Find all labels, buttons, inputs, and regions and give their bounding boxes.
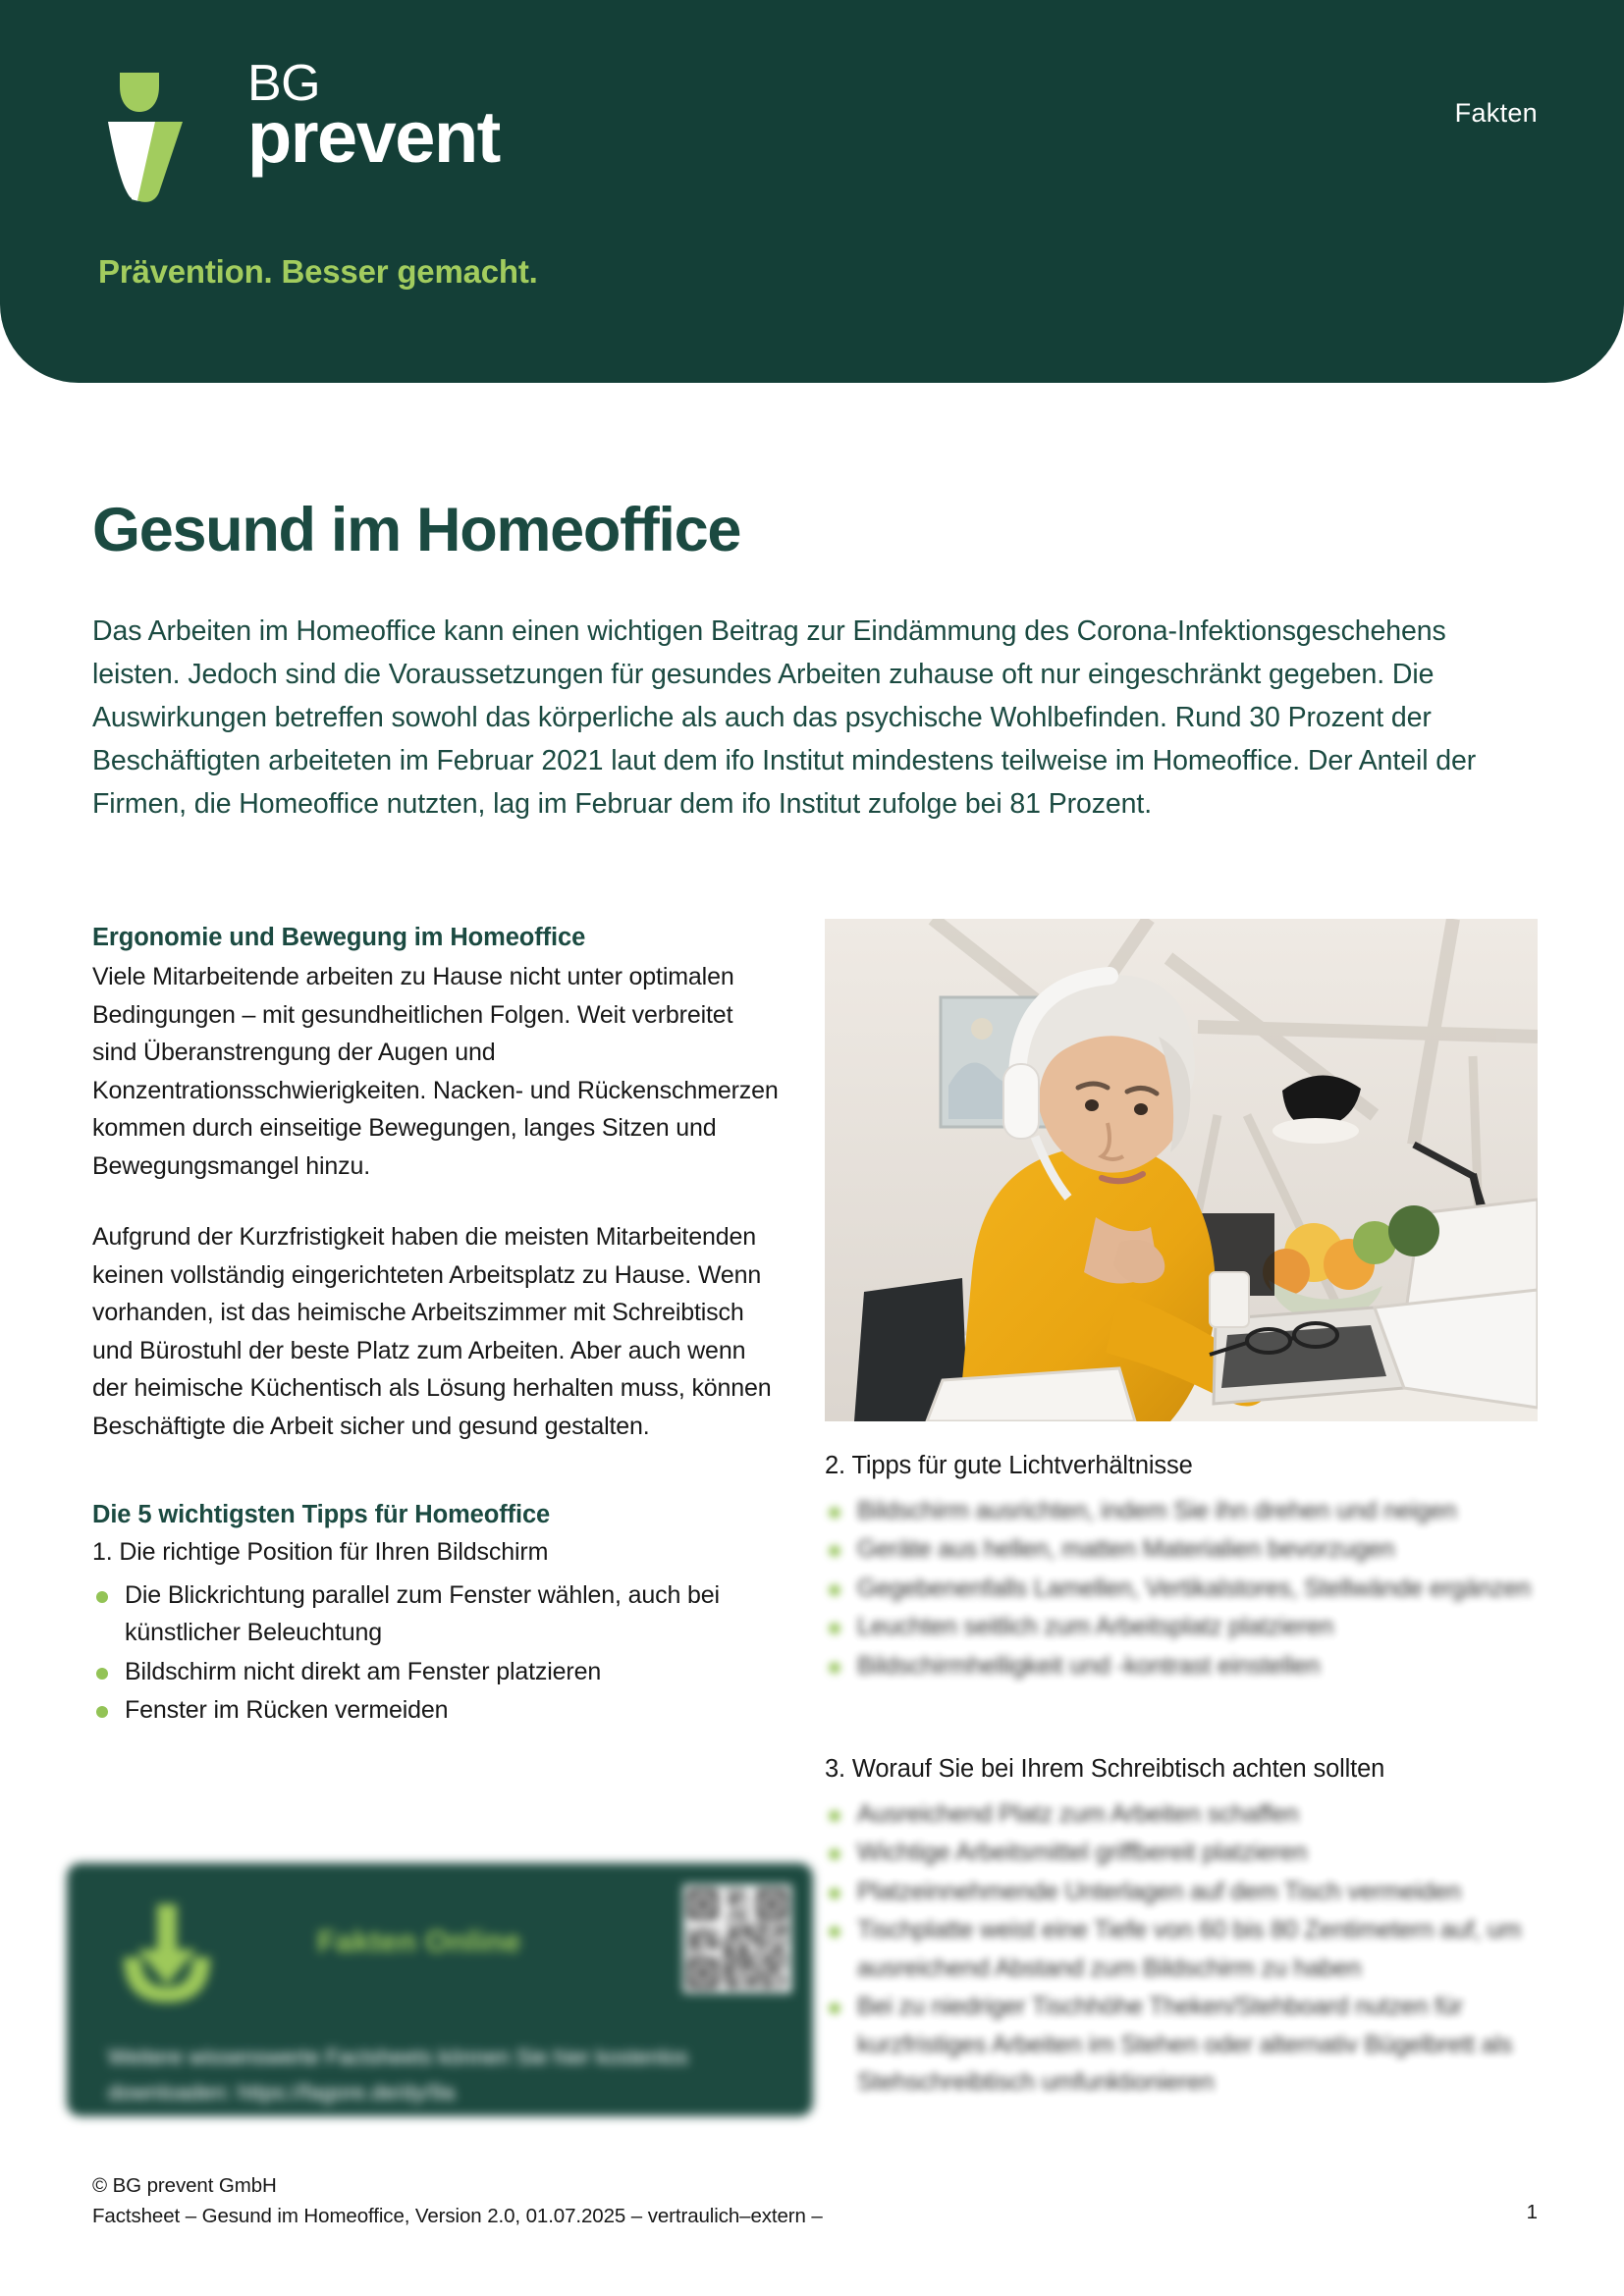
bullet-dot-icon	[96, 1706, 108, 1718]
brand-name-prevent: prevent	[247, 95, 500, 178]
bullet-dot-icon	[96, 1591, 108, 1603]
list-item	[92, 1653, 780, 1691]
qr-code[interactable]	[683, 1885, 791, 1993]
list-item	[825, 1530, 1538, 1569]
bullet-dot-icon	[829, 1584, 840, 1596]
list-item	[825, 1873, 1538, 1911]
download-icon[interactable]	[114, 1898, 220, 2008]
fakten-online-download-box[interactable]	[67, 1863, 813, 2116]
brand-logo	[98, 55, 648, 218]
list-item	[825, 1911, 1538, 1987]
page-title: Gesund im Homeoffice	[92, 496, 741, 565]
bullet-dot-icon	[829, 1623, 840, 1634]
list-item-text: Gegebenenfalls Lamellen, Vertikalstores, Stellwände ergänzen	[857, 1574, 1531, 1602]
tip-2-bullet-list	[825, 1492, 1538, 1685]
tip-2-title: 2. Tipps für gute Lichtverhältnisse	[825, 1452, 1193, 1479]
list-item	[825, 1608, 1538, 1646]
bullet-dot-icon	[829, 2002, 840, 2014]
list-item-text: Die Blickrichtung parallel zum Fenster wählen, auch bei künstlicher Beleuchtung	[125, 1580, 720, 1646]
document-type-label: Fakten	[1454, 98, 1538, 128]
download-box-body: Weitere wissenswerte Factsheets können Sie hier kostenlos downloaden: https://fagore.de/dy/9a	[108, 2045, 689, 2105]
list-item	[825, 1988, 1538, 2102]
tip-1-bullet-list	[92, 1576, 780, 1730]
intro-paragraph: Das Arbeiten im Homeoffice kann einen wichtigen Beitrag zur Eindämmung des Corona-Infektionsgeschehens leisten. Jedoch sind die Voraussetzungen für gesundes Arbeiten zuhause oft nur eingeschränkt gegeben. Die Auswirkungen betreffen sowohl das körperliche als auch das psychische Wohlbefinden. Rund 30 Prozent der Beschäftigten arbeiteten im Februar 2021 laut dem ifo Institut mindestens teilweise im Homeoffice. Der Anteil der Firmen, die Homeoffice nutzten, lag im Februar dem ifo Institut zufolge bei 81 Prozent.	[92, 614, 1477, 820]
ergonomics-paragraph-1: Viele Mitarbeitende arbeiten zu Hause nicht unter optimalen Bedingungen – mit gesundheitlichen Folgen. Weit verbreitet sind Überanstrengung der Augen und Konzentrationsschwierigkeiten. Nacken- und Rückenschmerzen kommen durch einseitige Bewegungen, langes Sitzen und Bewegungsmangel hinzu.	[92, 963, 779, 1180]
bullet-dot-icon	[829, 1926, 840, 1938]
brand-name-bg: BG	[247, 55, 321, 112]
header-banner	[0, 0, 1624, 383]
tips-section-heading: Die 5 wichtigsten Tipps für Homeoffice	[92, 1501, 551, 1528]
list-item-text: Geräte aus hellen, matten Materialien bevorzugen	[857, 1535, 1395, 1563]
list-item-text: Ausreichend Platz zum Arbeiten schaffen	[857, 1799, 1299, 1828]
list-item-text: Platzeinnehmende Unterlagen auf dem Tisch vermeiden	[857, 1877, 1461, 1905]
bg-prevent-checkmark-icon	[98, 61, 226, 208]
homeoffice-photo	[825, 919, 1538, 1421]
ergonomics-paragraph-2: Aufgrund der Kurzfristigkeit haben die meisten Mitarbeitenden keinen vollständig eingerichteten Arbeitsplatz zu Hause. Wenn vorhanden, ist das heimische Arbeitszimmer mit Schreibtisch und Bürostuhl der beste Platz zum Arbeiten. Aber auch wenn der heimische Küchentisch als Lösung herhalten muss, können Beschäftigte die Arbeit sicher und gesund gestalten.	[92, 1223, 772, 1440]
download-box-title: Fakten Online	[317, 1924, 521, 1958]
page-number: 1	[1526, 2201, 1538, 2223]
list-item-text: Bei zu niedriger Tischhöhe Theken/Stehboard nutzen für kurzfristiges Arbeiten im Stehen oder alternativ Bügelbrett als Stehschreibtisch umfunktionieren	[857, 1993, 1513, 2096]
bullet-dot-icon	[96, 1668, 108, 1680]
footer	[92, 2170, 823, 2231]
brand-tagline: Prävention. Besser gemacht.	[98, 253, 538, 290]
bullet-dot-icon	[829, 1810, 840, 1822]
brand-wordmark	[247, 55, 500, 178]
list-item-text: Tischplatte weist eine Tiefe von 60 bis 80 Zentimetern auf, um ausreichend Abstand zum Bildschirm zu haben	[857, 1916, 1522, 1982]
bullet-dot-icon	[829, 1545, 840, 1557]
left-column	[92, 919, 780, 1731]
tip-2-section	[825, 1447, 1538, 1685]
footer-copyright: © BG prevent GmbH	[92, 2174, 277, 2197]
footer-document-line: Factsheet – Gesund im Homeoffice, Version 2.0, 01.07.2025 – vertraulich–extern –	[92, 2205, 823, 2227]
tip-3-section	[825, 1750, 1538, 2103]
tip-3-bullet-list	[825, 1795, 1538, 2102]
tip-3-title: 3. Worauf Sie bei Ihrem Schreibtisch achten sollten	[825, 1755, 1385, 1783]
list-item	[92, 1576, 780, 1652]
bullet-dot-icon	[829, 1662, 840, 1674]
ergonomics-section-heading: Ergonomie und Bewegung im Homeoffice	[92, 924, 586, 951]
list-item-text: Leuchten seitlich zum Arbeitsplatz platzieren	[857, 1613, 1334, 1640]
list-item	[825, 1795, 1538, 1834]
list-item-text: Bildschirm nicht direkt am Fenster platzieren	[125, 1657, 602, 1685]
bullet-dot-icon	[829, 1507, 840, 1519]
list-item	[825, 1492, 1538, 1530]
list-item-text: Wichtige Arbeitsmittel griffbereit platzieren	[857, 1839, 1308, 1866]
list-item	[825, 1647, 1538, 1685]
tip-1-title: 1. Die richtige Position für Ihren Bildschirm	[92, 1538, 549, 1566]
bullet-dot-icon	[829, 1888, 840, 1899]
list-item	[92, 1691, 780, 1730]
list-item-text: Bildschirm ausrichten, indem Sie ihn drehen und neigen	[857, 1496, 1457, 1524]
list-item	[825, 1570, 1538, 1608]
list-item-text: Fenster im Rücken vermeiden	[125, 1696, 449, 1724]
list-item	[825, 1834, 1538, 1872]
list-item-text: Bildschirmhelligkeit und -kontrast einstellen	[857, 1651, 1321, 1680]
bullet-dot-icon	[829, 1848, 840, 1860]
